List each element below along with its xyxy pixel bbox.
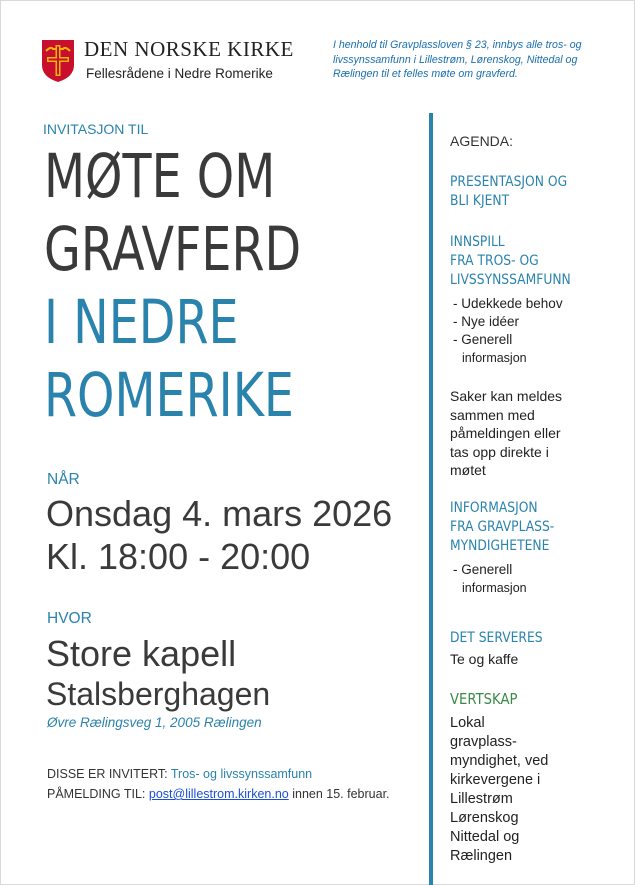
title-line: GRAVFERD xyxy=(44,214,302,285)
when-label: NÅR xyxy=(47,471,80,488)
venue-name-2: Stalsberghagen xyxy=(46,676,271,712)
org-subtitle: Fellesrådene i Nedre Romerike xyxy=(86,66,273,81)
note-line: møtet xyxy=(450,462,486,478)
agenda-heading-line: FRA GRAVPLASS- xyxy=(450,519,555,535)
registration-line xyxy=(47,787,390,801)
note-line: påmeldingen eller xyxy=(450,425,561,441)
agenda-input-list xyxy=(453,295,563,367)
agenda-heading-line: BLI KJENT xyxy=(450,193,510,209)
invited-line xyxy=(47,767,312,781)
agenda-note xyxy=(450,387,562,480)
venue-address: Øvre Rælingsveg 1, 2005 Rælingen xyxy=(47,715,262,730)
list-item: - Udekkede behov xyxy=(453,296,563,311)
agenda-item-input xyxy=(450,233,571,290)
list-item: - Nye idéer xyxy=(453,314,520,329)
title-line: I NEDRE xyxy=(44,287,239,358)
host-line: Lillestrøm xyxy=(450,791,513,807)
list-item: - Generell xyxy=(453,332,513,347)
venue-name: Store kapell xyxy=(46,633,237,674)
where-label: HVOR xyxy=(47,610,92,627)
note-line: sammen med xyxy=(450,406,535,423)
host-line: Lokal xyxy=(450,715,485,731)
invited-value: Tros- og livssynssamfunn xyxy=(170,767,313,781)
registration-label: PÅMELDING TIL: xyxy=(47,787,146,801)
note-line: tas opp direkte i xyxy=(450,443,549,460)
agenda-heading-line: INFORMASJON xyxy=(450,500,538,516)
note-line: Saker kan meldes xyxy=(450,388,563,404)
agenda-heading-line: PRESENTASJON OG xyxy=(450,174,568,190)
registration-email-link[interactable]: post@lillestrom.kirken.no xyxy=(148,787,289,801)
host-text xyxy=(450,714,548,866)
agenda-heading-line: INNSPILL xyxy=(450,234,505,250)
agenda-heading-line: LIVSSYNSSAMFUNN xyxy=(450,272,571,288)
page-title xyxy=(44,140,301,432)
served-label: DET SERVERES xyxy=(450,630,543,646)
host-line: Rælingen xyxy=(450,848,513,864)
agenda-heading-line: MYNDIGHETENE xyxy=(450,538,550,554)
event-date: Onsdag 4. mars 2026 xyxy=(46,493,393,534)
event-time: Kl. 18:00 - 20:00 xyxy=(46,536,311,577)
intro-text: I henhold til Gravplassloven § 23, innbys alle tros- og livssynssamfunn i Lillestrøm, Lørenskog, Nittedal og Rælingen til et felles møte om gravferd. xyxy=(333,39,582,81)
host-line: kirkevergene i xyxy=(450,772,541,788)
registration-deadline: innen 15. februar. xyxy=(292,787,390,801)
agenda-item-information xyxy=(450,499,554,556)
title-line: ROMERIKE xyxy=(44,360,294,431)
host-line: Nittedal og xyxy=(450,829,520,845)
host-line: Lørenskog xyxy=(450,810,519,826)
host-line: myndighet, ved xyxy=(450,753,549,769)
list-item: - Generell xyxy=(453,562,513,577)
invited-label: DISSE ER INVITERT: xyxy=(47,767,168,781)
host-label: VERTSKAP xyxy=(450,690,518,708)
list-item: informasjon xyxy=(462,581,527,595)
host-line: gravplass- xyxy=(450,734,517,750)
org-name: DEN NORSKE KIRKE xyxy=(84,37,294,61)
list-item: informasjon xyxy=(462,351,527,365)
agenda-heading-line: FRA TROS- OG xyxy=(450,253,539,269)
served-value: Te og kaffe xyxy=(450,651,519,667)
agenda-information-list xyxy=(453,561,527,597)
agenda-label: AGENDA: xyxy=(450,133,514,149)
title-line: MØTE OM xyxy=(44,141,276,212)
sidebar-divider xyxy=(429,113,433,885)
invitation-label: INVITASJON TIL xyxy=(43,121,149,137)
church-logo-icon xyxy=(41,39,75,83)
agenda-item-presentation xyxy=(450,173,567,211)
